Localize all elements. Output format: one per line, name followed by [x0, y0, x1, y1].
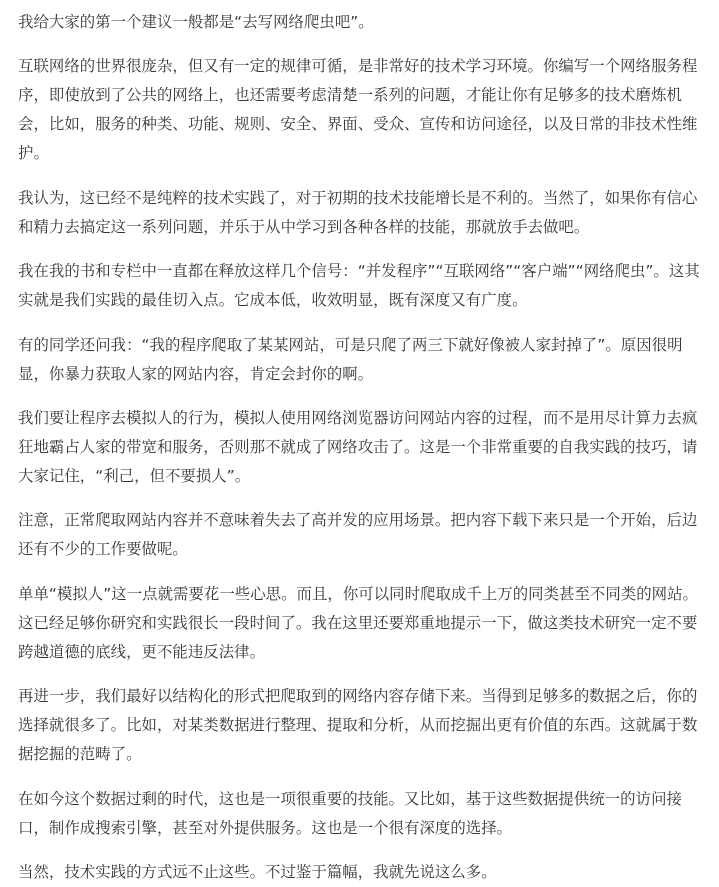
- paragraph-2: 互联网络的世界很庞杂，但又有一定的规律可循，是非常好的技术学习环境。你编写一个网络服务程序，即使放到了公共的网络上，也还需要考虑清楚一系列的问题，才能让你有足够多的技术磨炼机会，比如，服务的种类、功能、规则、安全、界面、受众、宣传和访问途径，以及日常的非技术性维护。: [18, 57, 698, 163]
- paragraph-8: 单单“模拟人”这一点就需要花一些心思。而且，你可以同时爬取成千上万的同类甚至不同类的网站。这已经足够你研究和实践很长一段时间了。我在这里还要郑重地提示一下，做这类技术研究一定不要跨越道德的底线，更不能违反法律。: [18, 584, 698, 661]
- paragraph-5: 有的同学还问我：“我的程序爬取了某某网站，可是只爬了两三下就好像被人家封掉了”。原因很明显，你暴力获取人家的网站内容，肯定会封你的啊。: [18, 335, 683, 383]
- paragraph-4: 我在我的书和专栏中一直都在释放这样几个信号：“并发程序”“互联网络”“客户端”“网络爬虫”。这其实就是我们实践的最佳切入点。它成本低，收效明显，既有深度又有广度。: [18, 262, 700, 310]
- paragraph-1: 我给大家的第一个建议一般都是“去写网络爬虫吧”。: [18, 13, 374, 31]
- paragraph-9: 再进一步，我们最好以结构化的形式把爬取到的网络内容存储下来。当得到足够多的数据之后，你的选择就很多了。比如，对某类数据进行整理、提取和分析，从而挖掘出更有价值的东西。这就属于数据挖掘的范畴了。: [18, 687, 698, 764]
- paragraph-6: 我们要让程序去模拟人的行为，模拟人使用网络浏览器访问网站内容的过程，而不是用尽计算力去疯狂地霸占人家的带宽和服务，否则那不就成了网络攻击了。这是一个非常重要的自我实践的技巧，请大家记住，“利己，但不要损人”。: [18, 408, 698, 485]
- paragraph-3: 我认为，这已经不是纯粹的技术实践了，对于初期的技术技能增长是不利的。当然了，如果你有信心和精力去搞定这一系列问题，并乐于从中学习到各种各样的技能，那就放手去做吧。: [18, 188, 698, 236]
- paragraph-11: 当然，技术实践的方式远不止这些。不过鉴于篇幅，我就先说这么多。: [18, 862, 497, 881]
- paragraph-7: 注意，正常爬取网站内容并不意味着失去了高并发的应用场景。把内容下载下来只是一个开始，后边还有不少的工作要做呢。: [18, 511, 698, 559]
- paragraph-10: 在如今这个数据过剩的时代，这也是一项很重要的技能。又比如，基于这些数据提供统一的访问接口，制作成搜索引擎，甚至对外提供服务。这也是一个很有深度的选择。: [18, 789, 682, 837]
